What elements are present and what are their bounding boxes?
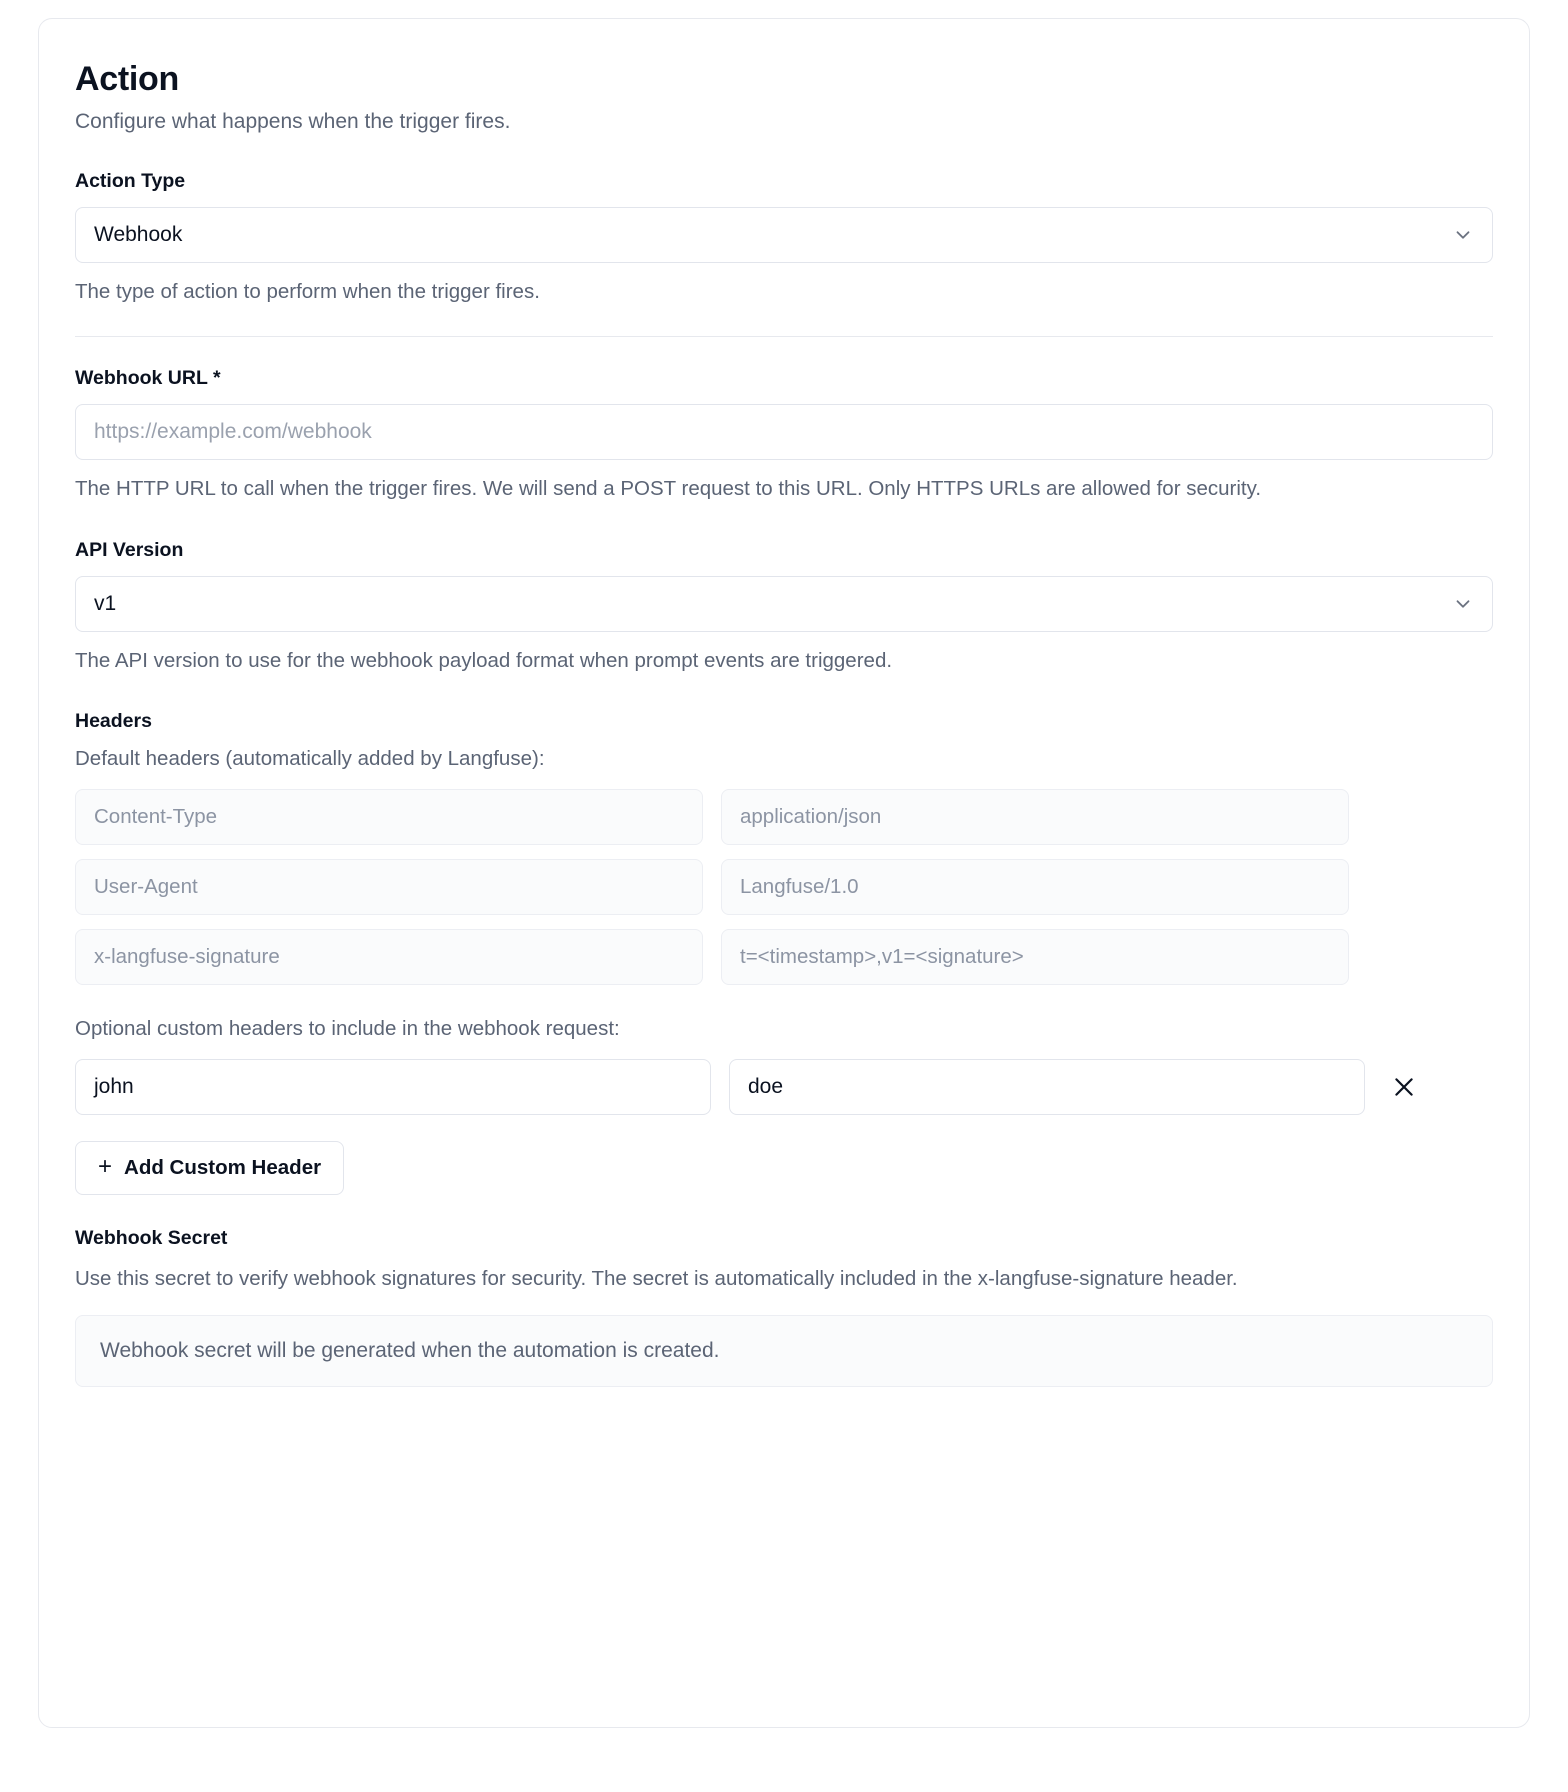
default-header-key: User-Agent: [75, 859, 703, 915]
page-subtitle: Configure what happens when the trigger fires.: [75, 109, 511, 133]
action-type-helper: The type of action to perform when the trigger fires.: [75, 280, 540, 304]
required-marker: *: [212, 366, 221, 389]
webhook-secret-note: Webhook secret will be generated when the automation is created.: [75, 1315, 1493, 1387]
default-headers-note: Default headers (automatically added by Langfuse):: [75, 747, 545, 771]
divider: [75, 336, 1493, 337]
custom-header-key-input[interactable]: john: [75, 1059, 711, 1115]
webhook-secret-description: Use this secret to verify webhook signatures for security. The secret is automatically included in the x-langfuse-signature header.: [75, 1267, 1238, 1291]
spacer: [75, 1195, 1493, 1227]
plus-icon: +: [98, 1153, 113, 1181]
webhook-url-input[interactable]: [75, 404, 1493, 460]
headers-label: Headers: [75, 710, 152, 733]
default-header-row: [75, 929, 1493, 985]
default-header-row: [75, 789, 1493, 845]
default-header-key: x-langfuse-signature: [75, 929, 703, 985]
action-panel: [38, 18, 1530, 1728]
spacer: [75, 676, 1493, 710]
default-header-row: [75, 859, 1493, 915]
webhook-url-helper: The HTTP URL to call when the trigger fires. We will send a POST request to this URL. Only HTTPS URLs are allowed for security.: [75, 476, 1262, 500]
page-title: Action: [75, 60, 179, 98]
close-icon[interactable]: [1383, 1066, 1425, 1108]
action-type-value: Webhook: [94, 223, 183, 247]
default-header-key: Content-Type: [75, 789, 703, 845]
action-type-select[interactable]: [75, 207, 1493, 263]
api-version-select[interactable]: [75, 576, 1493, 632]
webhook-secret-label: Webhook Secret: [75, 1227, 228, 1250]
action-type-label-text: Action Type: [75, 170, 186, 193]
webhook-url-label-text: Webhook URL: [75, 366, 208, 389]
api-version-label: [75, 539, 1493, 562]
custom-header-value-input[interactable]: doe: [729, 1059, 1365, 1115]
add-custom-header-button[interactable]: [75, 1141, 344, 1195]
chevron-down-icon: [1452, 593, 1474, 615]
spacer: [75, 505, 1493, 539]
webhook-url-placeholder: https://example.com/webhook: [94, 419, 372, 443]
api-version-helper: The API version to use for the webhook payload format when prompt events are triggered.: [75, 648, 893, 672]
action-type-label: [75, 170, 1493, 193]
webhook-url-label: [75, 367, 1493, 390]
default-header-value: Langfuse/1.0: [721, 859, 1349, 915]
custom-header-row: [75, 1059, 1493, 1115]
chevron-down-icon: [1452, 224, 1474, 246]
api-version-label-text: API Version: [75, 538, 184, 561]
custom-headers-note: Optional custom headers to include in the webhook request:: [75, 1017, 620, 1041]
api-version-value: v1: [94, 591, 117, 615]
add-custom-header-label: Add Custom Header: [124, 1156, 322, 1180]
default-header-value: application/json: [721, 789, 1349, 845]
default-header-value: t=<timestamp>,v1=<signature>: [721, 929, 1349, 985]
